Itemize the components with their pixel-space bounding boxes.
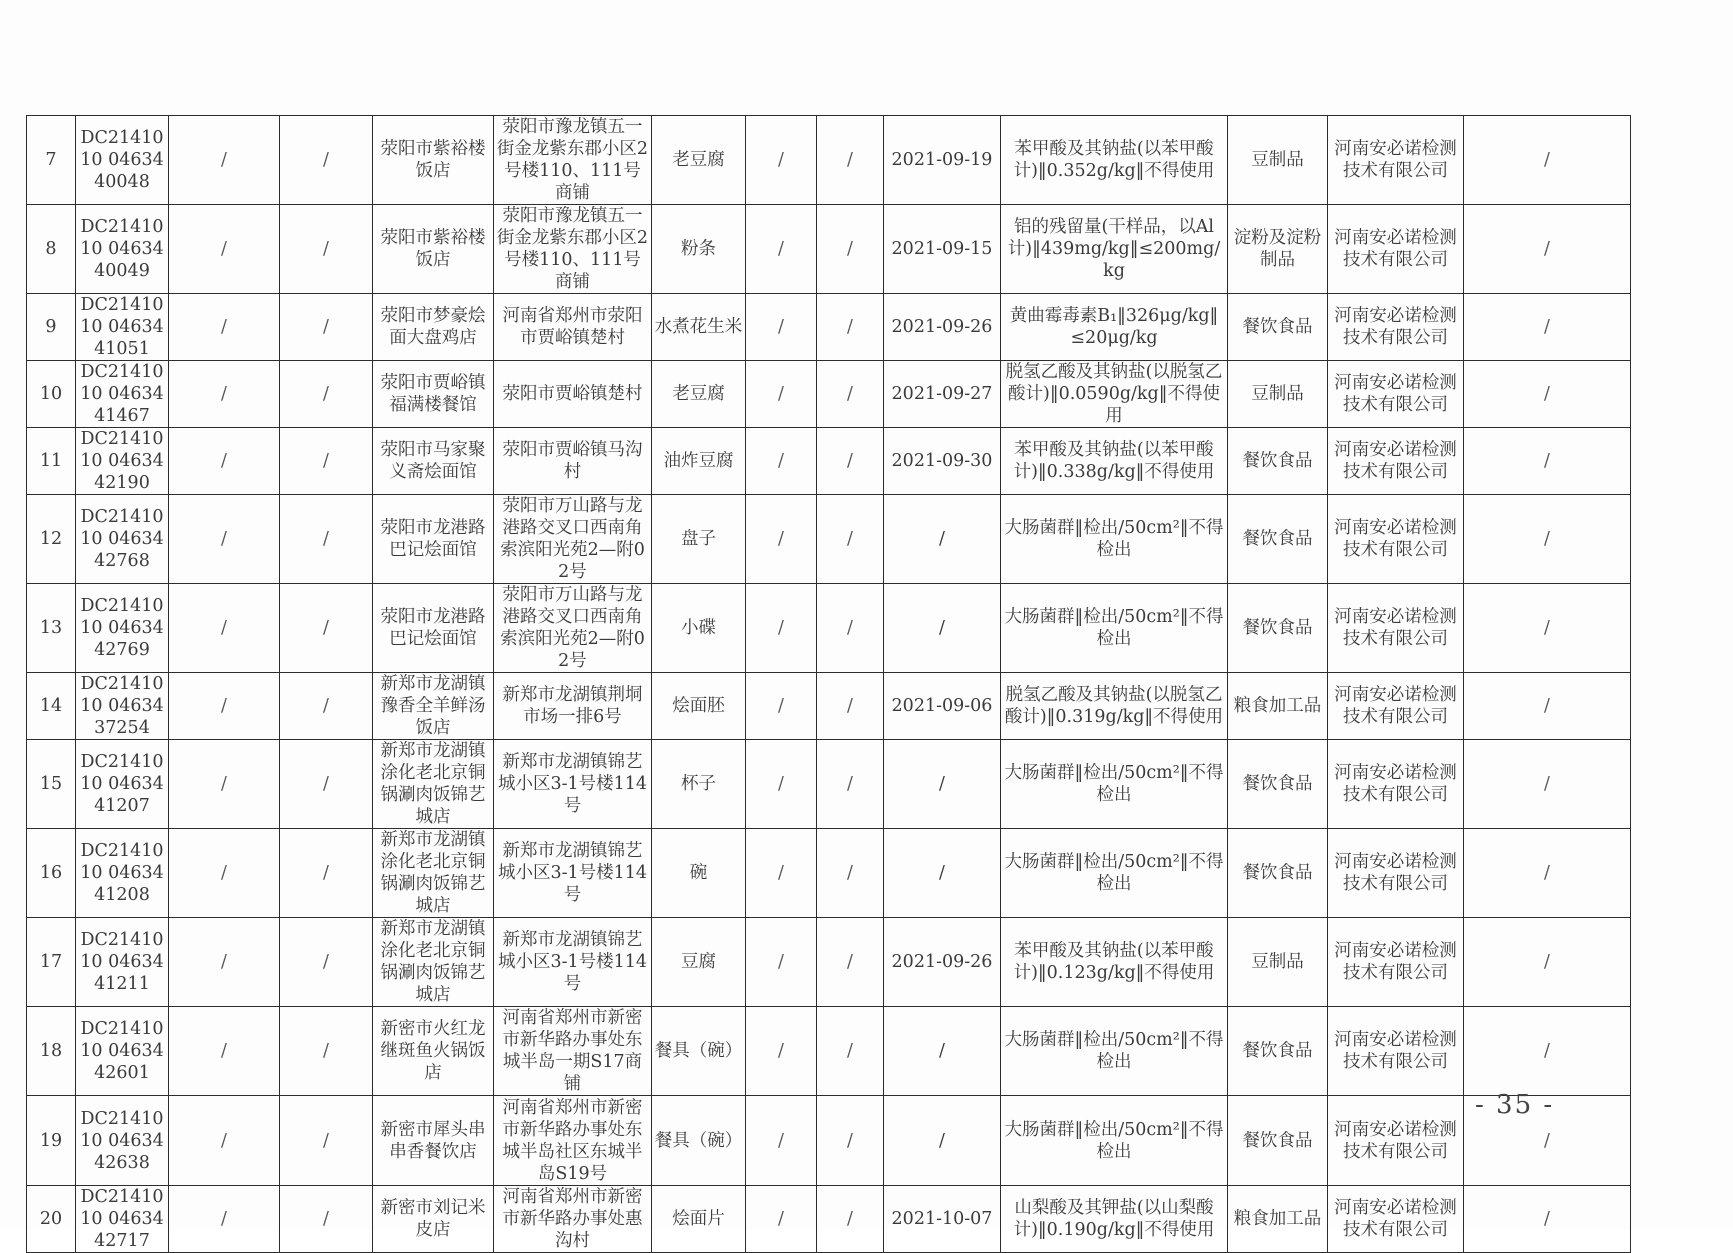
production-date: 2021-09-30: [884, 428, 1001, 495]
remark: /: [1464, 1096, 1631, 1186]
sample-code: DC2141010 0463442768: [76, 495, 169, 584]
remark: /: [1464, 918, 1631, 1007]
product-name: 杯子: [652, 740, 746, 829]
failed-item: 苯甲酸及其钠盐(以苯甲酸计)‖0.123g/kg‖不得使用: [1001, 918, 1228, 1007]
row-number: 15: [27, 740, 76, 829]
production-date: 2021-09-19: [884, 116, 1001, 205]
blank-cell: /: [169, 294, 280, 361]
testing-lab: 河南安必诺检测技术有限公司: [1328, 673, 1464, 740]
blank-cell: /: [746, 116, 817, 205]
blank-cell: /: [817, 1186, 884, 1253]
product-name: 烩面胚: [652, 673, 746, 740]
remark: /: [1464, 1186, 1631, 1253]
product-name: 油炸豆腐: [652, 428, 746, 495]
production-date: /: [884, 1096, 1001, 1186]
blank-cell: /: [280, 205, 373, 294]
blank-cell: /: [746, 1007, 817, 1096]
company-name: 荥阳市马家聚义斋烩面馆: [373, 428, 494, 495]
blank-cell: /: [746, 918, 817, 1007]
sample-code: DC2141010 0463442769: [76, 584, 169, 673]
row-number: 17: [27, 918, 76, 1007]
row-number: 10: [27, 361, 76, 428]
testing-lab: 河南安必诺检测技术有限公司: [1328, 918, 1464, 1007]
product-name: 餐具（碗）: [652, 1096, 746, 1186]
company-address: 新郑市龙湖镇荆垌市场一排6号: [494, 673, 652, 740]
blank-cell: /: [169, 740, 280, 829]
production-date: 2021-09-15: [884, 205, 1001, 294]
blank-cell: /: [817, 205, 884, 294]
production-date: 2021-09-26: [884, 294, 1001, 361]
failed-item: 脱氢乙酸及其钠盐(以脱氢乙酸计)‖0.319g/kg‖不得使用: [1001, 673, 1228, 740]
failed-item: 大肠菌群‖检出/50cm²‖不得检出: [1001, 829, 1228, 918]
testing-lab: 河南安必诺检测技术有限公司: [1328, 361, 1464, 428]
company-name: 新郑市龙湖镇涂化老北京铜锅涮肉饭锦艺城店: [373, 740, 494, 829]
remark: /: [1464, 361, 1631, 428]
company-name: 荥阳市贾峪镇福满楼餐馆: [373, 361, 494, 428]
table-row: [27, 1007, 1631, 1096]
production-date: 2021-09-26: [884, 918, 1001, 1007]
food-category: 豆制品: [1228, 361, 1328, 428]
table-row: [27, 1096, 1631, 1186]
blank-cell: /: [169, 1186, 280, 1253]
food-category: 淀粉及淀粉制品: [1228, 205, 1328, 294]
failed-item: 山梨酸及其钾盐(以山梨酸计)‖0.190g/kg‖不得使用: [1001, 1186, 1228, 1253]
remark: /: [1464, 116, 1631, 205]
sample-code: DC2141010 0463441211: [76, 918, 169, 1007]
row-number: 8: [27, 205, 76, 294]
company-name: 新郑市龙湖镇涂化老北京铜锅涮肉饭锦艺城店: [373, 829, 494, 918]
company-name: 新密市刘记米皮店: [373, 1186, 494, 1253]
failed-item: 黄曲霉毒素B₁‖326μg/kg‖≤20μg/kg: [1001, 294, 1228, 361]
row-number: 9: [27, 294, 76, 361]
sample-code: DC2141010 0463442601: [76, 1007, 169, 1096]
production-date: /: [884, 584, 1001, 673]
product-name: 老豆腐: [652, 361, 746, 428]
production-date: 2021-09-06: [884, 673, 1001, 740]
food-category: 餐饮食品: [1228, 428, 1328, 495]
failed-item: 大肠菌群‖检出/50cm²‖不得检出: [1001, 740, 1228, 829]
remark: /: [1464, 584, 1631, 673]
blank-cell: /: [280, 740, 373, 829]
blank-cell: /: [169, 673, 280, 740]
inspection-results-table: [26, 115, 1631, 1253]
company-address: 荥阳市贾峪镇马沟村: [494, 428, 652, 495]
company-address: 荥阳市万山路与龙港路交叉口西南角索滨阳光苑2—附02号: [494, 495, 652, 584]
blank-cell: /: [746, 584, 817, 673]
failed-item: 苯甲酸及其钠盐(以苯甲酸计)‖0.352g/kg‖不得使用: [1001, 116, 1228, 205]
company-address: 新郑市龙湖镇锦艺城小区3-1号楼114号: [494, 829, 652, 918]
company-name: 荥阳市紫裕楼饭店: [373, 205, 494, 294]
blank-cell: /: [817, 428, 884, 495]
production-date: /: [884, 740, 1001, 829]
blank-cell: /: [746, 829, 817, 918]
food-category: 餐饮食品: [1228, 1096, 1328, 1186]
blank-cell: /: [746, 1096, 817, 1186]
row-number: 12: [27, 495, 76, 584]
production-date: /: [884, 495, 1001, 584]
table-row: [27, 918, 1631, 1007]
food-category: 餐饮食品: [1228, 584, 1328, 673]
blank-cell: /: [746, 428, 817, 495]
product-name: 烩面片: [652, 1186, 746, 1253]
testing-lab: 河南安必诺检测技术有限公司: [1328, 428, 1464, 495]
table-row: [27, 1186, 1631, 1253]
testing-lab: 河南安必诺检测技术有限公司: [1328, 116, 1464, 205]
table-row: [27, 428, 1631, 495]
blank-cell: /: [280, 829, 373, 918]
company-address: 河南省郑州市荥阳市贾峪镇楚村: [494, 294, 652, 361]
blank-cell: /: [817, 673, 884, 740]
remark: /: [1464, 428, 1631, 495]
sample-code: DC2141010 0463442638: [76, 1096, 169, 1186]
blank-cell: /: [169, 918, 280, 1007]
blank-cell: /: [169, 1007, 280, 1096]
row-number: 14: [27, 673, 76, 740]
company-name: 荥阳市龙港路巴记烩面馆: [373, 495, 494, 584]
remark: /: [1464, 829, 1631, 918]
blank-cell: /: [280, 673, 373, 740]
blank-cell: /: [817, 918, 884, 1007]
blank-cell: /: [817, 294, 884, 361]
blank-cell: /: [280, 918, 373, 1007]
failed-item: 大肠菌群‖检出/50cm²‖不得检出: [1001, 1096, 1228, 1186]
sample-code: DC2141010 0463441207: [76, 740, 169, 829]
company-address: 新郑市龙湖镇锦艺城小区3-1号楼114号: [494, 740, 652, 829]
blank-cell: /: [280, 428, 373, 495]
sample-code: DC2141010 0463441051: [76, 294, 169, 361]
company-name: 新密市犀头串串香餐饮店: [373, 1096, 494, 1186]
company-name: 新郑市龙湖镇豫香全羊鲜汤饭店: [373, 673, 494, 740]
blank-cell: /: [169, 428, 280, 495]
food-category: 豆制品: [1228, 918, 1328, 1007]
company-address: 荥阳市豫龙镇五一街金龙紫东郡小区2号楼110、111号商铺: [494, 205, 652, 294]
production-date: /: [884, 829, 1001, 918]
blank-cell: /: [280, 116, 373, 205]
blank-cell: /: [817, 1007, 884, 1096]
product-name: 餐具（碗）: [652, 1007, 746, 1096]
row-number: 19: [27, 1096, 76, 1186]
blank-cell: /: [280, 294, 373, 361]
testing-lab: 河南安必诺检测技术有限公司: [1328, 1096, 1464, 1186]
food-category: 餐饮食品: [1228, 829, 1328, 918]
food-category: 粮食加工品: [1228, 1186, 1328, 1253]
blank-cell: /: [169, 829, 280, 918]
blank-cell: /: [746, 361, 817, 428]
failed-item: 苯甲酸及其钠盐(以苯甲酸计)‖0.338g/kg‖不得使用: [1001, 428, 1228, 495]
remark: /: [1464, 205, 1631, 294]
table-body: [27, 116, 1631, 1253]
failed-item: 大肠菌群‖检出/50cm²‖不得检出: [1001, 495, 1228, 584]
blank-cell: /: [746, 673, 817, 740]
blank-cell: /: [169, 205, 280, 294]
company-name: 荥阳市紫裕楼饭店: [373, 116, 494, 205]
product-name: 水煮花生米: [652, 294, 746, 361]
production-date: 2021-10-07: [884, 1186, 1001, 1253]
testing-lab: 河南安必诺检测技术有限公司: [1328, 740, 1464, 829]
blank-cell: /: [280, 1096, 373, 1186]
blank-cell: /: [746, 1186, 817, 1253]
sample-code: DC2141010 0463442190: [76, 428, 169, 495]
blank-cell: /: [169, 495, 280, 584]
testing-lab: 河南安必诺检测技术有限公司: [1328, 495, 1464, 584]
product-name: 老豆腐: [652, 116, 746, 205]
blank-cell: /: [817, 829, 884, 918]
company-address: 新郑市龙湖镇锦艺城小区3-1号楼114号: [494, 918, 652, 1007]
testing-lab: 河南安必诺检测技术有限公司: [1328, 205, 1464, 294]
row-number: 7: [27, 116, 76, 205]
remark: /: [1464, 673, 1631, 740]
company-address: 荥阳市贾峪镇楚村: [494, 361, 652, 428]
row-number: 18: [27, 1007, 76, 1096]
blank-cell: /: [746, 205, 817, 294]
remark: /: [1464, 495, 1631, 584]
food-category: 餐饮食品: [1228, 1007, 1328, 1096]
blank-cell: /: [280, 1007, 373, 1096]
blank-cell: /: [746, 740, 817, 829]
production-date: 2021-09-27: [884, 361, 1001, 428]
blank-cell: /: [169, 116, 280, 205]
product-name: 豆腐: [652, 918, 746, 1007]
sample-code: DC2141010 0463437254: [76, 673, 169, 740]
table-row: [27, 116, 1631, 205]
production-date: /: [884, 1007, 1001, 1096]
sample-code: DC2141010 0463440049: [76, 205, 169, 294]
sample-code: DC2141010 0463440048: [76, 116, 169, 205]
blank-cell: /: [280, 1186, 373, 1253]
sample-code: DC2141010 0463441467: [76, 361, 169, 428]
testing-lab: 河南安必诺检测技术有限公司: [1328, 1186, 1464, 1253]
testing-lab: 河南安必诺检测技术有限公司: [1328, 1007, 1464, 1096]
table-row: [27, 740, 1631, 829]
failed-item: 脱氢乙酸及其钠盐(以脱氢乙酸计)‖0.0590g/kg‖不得使用: [1001, 361, 1228, 428]
sample-code: DC2141010 0463441208: [76, 829, 169, 918]
blank-cell: /: [280, 584, 373, 673]
table-row: [27, 361, 1631, 428]
company-name: 新郑市龙湖镇涂化老北京铜锅涮肉饭锦艺城店: [373, 918, 494, 1007]
table-row: [27, 673, 1631, 740]
blank-cell: /: [169, 361, 280, 428]
blank-cell: /: [280, 495, 373, 584]
company-name: 荥阳市龙港路巴记烩面馆: [373, 584, 494, 673]
company-address: 河南省郑州市新密市新华路办事处东城半岛社区东城半岛S19号: [494, 1096, 652, 1186]
product-name: 碗: [652, 829, 746, 918]
blank-cell: /: [817, 495, 884, 584]
testing-lab: 河南安必诺检测技术有限公司: [1328, 829, 1464, 918]
company-address: 荥阳市万山路与龙港路交叉口西南角索滨阳光苑2—附02号: [494, 584, 652, 673]
row-number: 16: [27, 829, 76, 918]
table-row: [27, 205, 1631, 294]
product-name: 小碟: [652, 584, 746, 673]
blank-cell: /: [280, 361, 373, 428]
food-category: 餐饮食品: [1228, 740, 1328, 829]
failed-item: 大肠菌群‖检出/50cm²‖不得检出: [1001, 1007, 1228, 1096]
blank-cell: /: [169, 1096, 280, 1186]
blank-cell: /: [817, 361, 884, 428]
testing-lab: 河南安必诺检测技术有限公司: [1328, 294, 1464, 361]
blank-cell: /: [817, 740, 884, 829]
blank-cell: /: [746, 495, 817, 584]
company-address: 河南省郑州市新密市新华路办事处惠沟村: [494, 1186, 652, 1253]
product-name: 盘子: [652, 495, 746, 584]
remark: /: [1464, 1007, 1631, 1096]
blank-cell: /: [817, 1096, 884, 1186]
table-row: [27, 294, 1631, 361]
testing-lab: 河南安必诺检测技术有限公司: [1328, 584, 1464, 673]
blank-cell: /: [746, 294, 817, 361]
table-row: [27, 495, 1631, 584]
table-row: [27, 584, 1631, 673]
blank-cell: /: [169, 584, 280, 673]
failed-item: 铝的残留量(干样品，以Al计)‖439mg/kg‖≤200mg/kg: [1001, 205, 1228, 294]
page-number: - 35 -: [1475, 1090, 1555, 1120]
table-row: [27, 829, 1631, 918]
sample-code: DC2141010 0463442717: [76, 1186, 169, 1253]
company-address: 荥阳市豫龙镇五一街金龙紫东郡小区2号楼110、111号商铺: [494, 116, 652, 205]
remark: /: [1464, 740, 1631, 829]
remark: /: [1464, 294, 1631, 361]
company-name: 新密市火红龙继斑鱼火锅饭店: [373, 1007, 494, 1096]
failed-item: 大肠菌群‖检出/50cm²‖不得检出: [1001, 584, 1228, 673]
product-name: 粉条: [652, 205, 746, 294]
food-category: 粮食加工品: [1228, 673, 1328, 740]
company-name: 荥阳市梦豪烩面大盘鸡店: [373, 294, 494, 361]
food-category: 餐饮食品: [1228, 495, 1328, 584]
company-address: 河南省郑州市新密市新华路办事处东城半岛一期S17商铺: [494, 1007, 652, 1096]
row-number: 11: [27, 428, 76, 495]
row-number: 13: [27, 584, 76, 673]
food-category: 餐饮食品: [1228, 294, 1328, 361]
blank-cell: /: [817, 116, 884, 205]
row-number: 20: [27, 1186, 76, 1253]
blank-cell: /: [817, 584, 884, 673]
food-category: 豆制品: [1228, 116, 1328, 205]
